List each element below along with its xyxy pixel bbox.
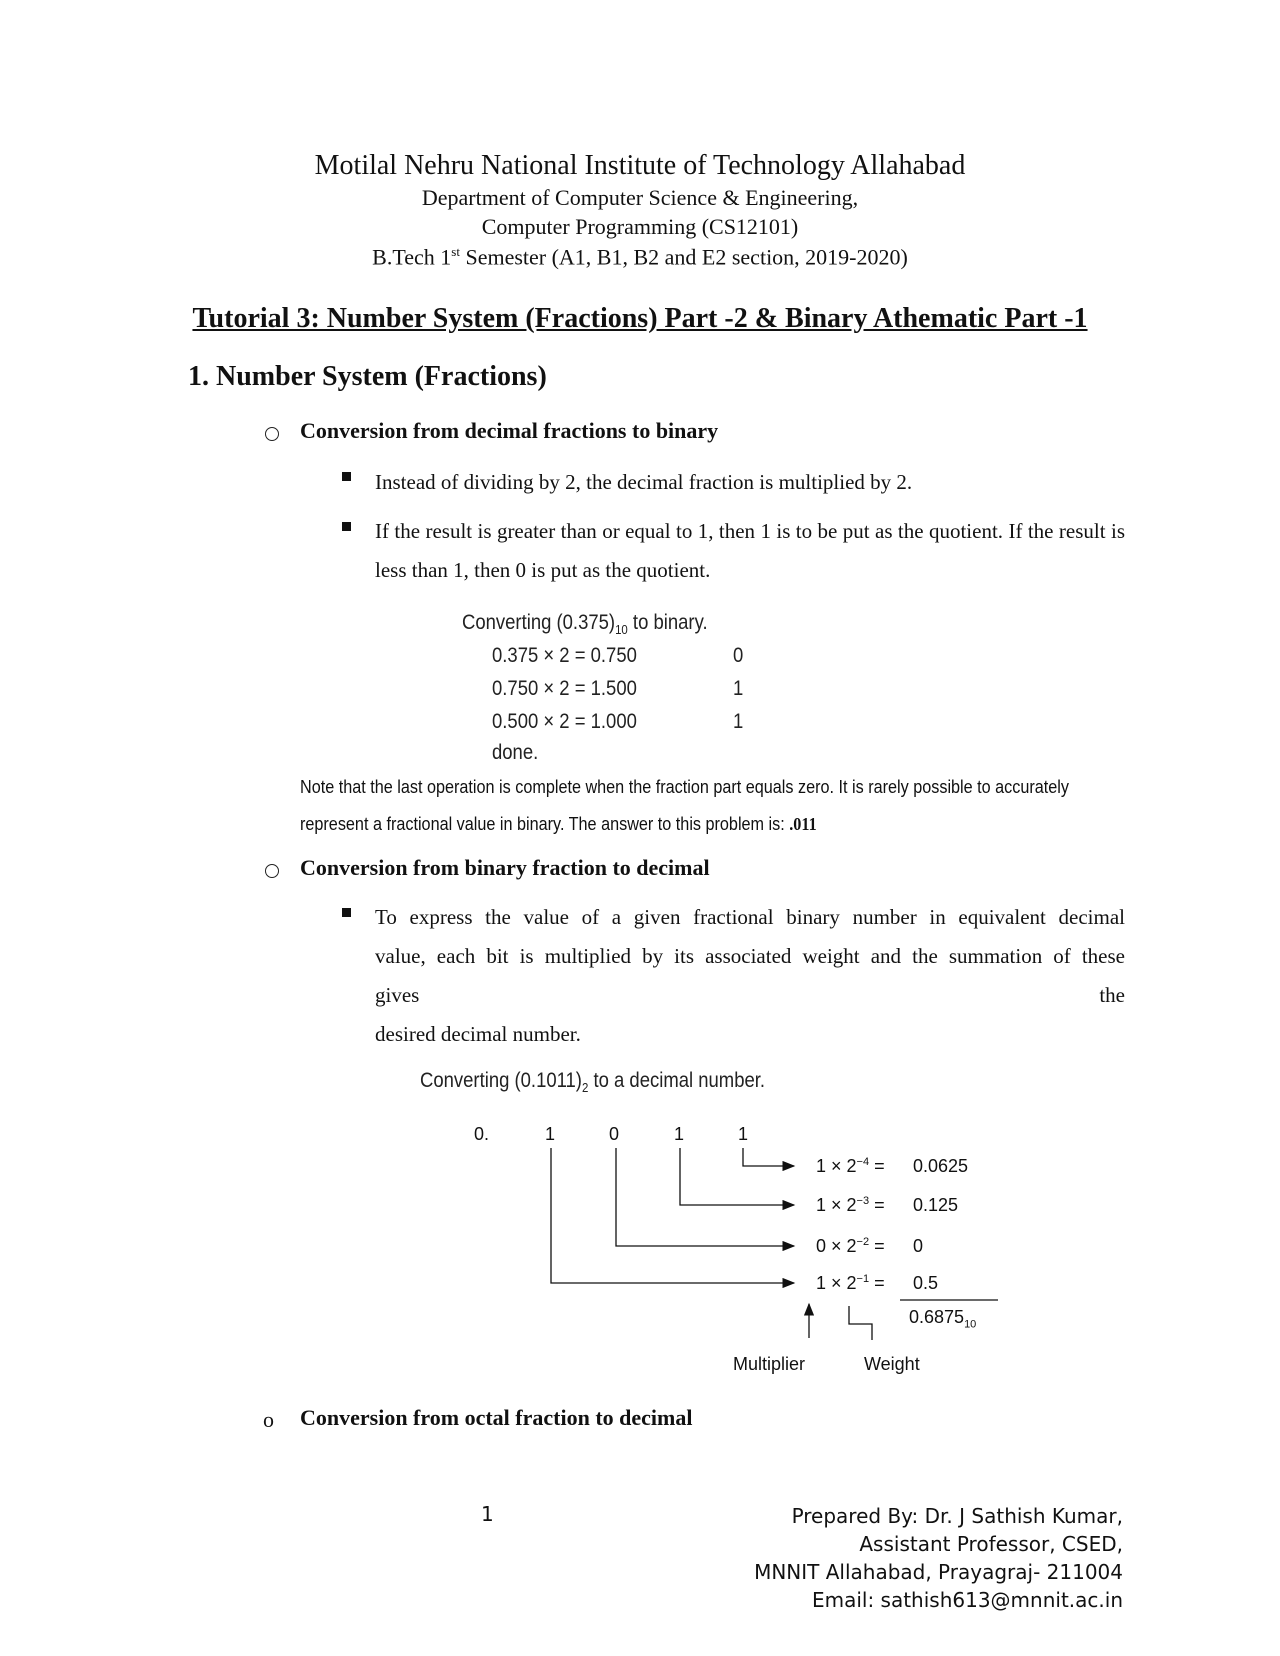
- total-sub: 10: [964, 1318, 977, 1331]
- department-name: Department of Computer Science & Engineering,: [421, 185, 859, 210]
- figure2-digit: 0: [609, 1124, 620, 1144]
- figure1-row-expr: 0.375 × 2 = 0.750: [492, 644, 637, 667]
- semester-prefix: B.Tech 1: [372, 244, 452, 270]
- note-line: Note that the last operation is complete when the fraction part equals zero. It is rarely possible to accurately: [300, 777, 1070, 797]
- subsection-title-binary-to-decimal: Conversion from binary fraction to decimal: [300, 855, 710, 880]
- term-eq: =: [869, 1236, 885, 1256]
- footer-line: Assistant Professor, CSED,: [859, 1532, 1123, 1556]
- figure2-label-weight: Weight: [864, 1354, 920, 1374]
- figure1-title-sub: 10: [615, 622, 628, 638]
- figure2-total: [909, 1307, 976, 1331]
- bullet-text-line: value, each bit is multiplied by its associated weight and the summation of these: [375, 944, 1125, 968]
- figure2-term-value: 0: [913, 1236, 924, 1256]
- bullet-text-left: gives: [375, 983, 420, 1007]
- figure2-term: [816, 1195, 885, 1216]
- page-number: 1: [481, 1502, 494, 1526]
- term-base: 1 × 2: [816, 1156, 857, 1176]
- figure2-digit: 1: [545, 1124, 556, 1144]
- note-answer: .011: [789, 814, 817, 834]
- figure2-term: [816, 1273, 885, 1294]
- figure2-title-suffix: to a decimal number.: [588, 1069, 766, 1092]
- figure2-label-multiplier: Multiplier: [733, 1354, 806, 1374]
- tutorial-title: Tutorial 3: Number System (Fractions) Part -2 & Binary Athematic Part -1: [192, 303, 1088, 334]
- bullet-text-right: the: [1099, 983, 1125, 1007]
- bullet-text: If the result is greater than or equal to 1, then 1 is to be put as the quotient. If the result is less than 1, then 0 is put as the quotient.: [375, 519, 1125, 582]
- institute-name: Motilal Nehru National Institute of Technology Allahabad: [314, 150, 966, 181]
- figure1-row-expr: 0.500 × 2 = 1.000: [492, 710, 637, 733]
- section-title: 1. Number System (Fractions): [188, 361, 547, 392]
- figure2-term: [816, 1156, 885, 1177]
- figure1-row-bit: 0: [733, 644, 744, 667]
- term-exp: −1: [856, 1273, 870, 1285]
- figure1-title-suffix: to binary.: [627, 611, 708, 634]
- semester-sup: st: [451, 244, 460, 259]
- figure2-title-prefix: Converting (0.1011): [420, 1069, 582, 1092]
- figure2-digit: 1: [738, 1124, 749, 1144]
- term-eq: =: [869, 1195, 885, 1215]
- term-eq: =: [869, 1156, 885, 1176]
- figure2-term-value: 0.0625: [913, 1156, 969, 1176]
- figure2-title-sub: 2: [581, 1080, 589, 1096]
- term-base: 1 × 2: [816, 1195, 857, 1215]
- figure2-term: [816, 1236, 885, 1257]
- bullet-text-line: To express the value of a given fractional binary number in equivalent decimal: [375, 905, 1125, 929]
- term-base: 1 × 2: [816, 1273, 857, 1293]
- bullet-text: Instead of dividing by 2, the decimal fraction is multiplied by 2.: [375, 470, 913, 494]
- figure1-row-bit: 1: [733, 677, 744, 700]
- figure1-row-expr: 0.750 × 2 = 1.500: [492, 677, 637, 700]
- term-exp: −3: [856, 1195, 870, 1207]
- term-exp: −4: [856, 1156, 870, 1168]
- figure1-done: done.: [492, 741, 539, 764]
- footer-line: MNNIT Allahabad, Prayagraj- 211004: [754, 1560, 1123, 1584]
- course-name: Computer Programming (CS12101): [481, 214, 799, 239]
- note-line-text: represent a fractional value in binary. The answer to this problem is:: [300, 814, 790, 834]
- figure2-term-value: 0.125: [913, 1195, 959, 1215]
- figure1-row-bit: 1: [733, 710, 744, 733]
- figure2-digit: 1: [674, 1124, 685, 1144]
- figure2-digit: 0.: [474, 1124, 490, 1144]
- term-base: 0 × 2: [816, 1236, 857, 1256]
- footer-credits: [754, 1502, 1123, 1614]
- total-value: 0.6875: [909, 1307, 965, 1327]
- term-eq: =: [869, 1273, 885, 1293]
- footer-email: Email: sathish613@mnnit.ac.in: [811, 1588, 1123, 1612]
- subsection-title-decimal-to-binary: Conversion from decimal fractions to binary: [300, 418, 719, 443]
- subsection-title-octal-to-decimal: Conversion from octal fraction to decimal: [300, 1405, 693, 1430]
- bullet-text-line: desired decimal number.: [375, 1022, 581, 1046]
- small-o-bullet: o: [263, 1407, 274, 1432]
- figure2-term-value: 0.5: [913, 1273, 939, 1293]
- term-exp: −2: [856, 1236, 870, 1248]
- semester-rest: Semester (A1, B1, B2 and E2 section, 2019-2020): [459, 244, 908, 270]
- footer-line: Prepared By: Dr. J Sathish Kumar,: [791, 1504, 1123, 1528]
- figure1-title-prefix: Converting (0.375): [462, 611, 616, 634]
